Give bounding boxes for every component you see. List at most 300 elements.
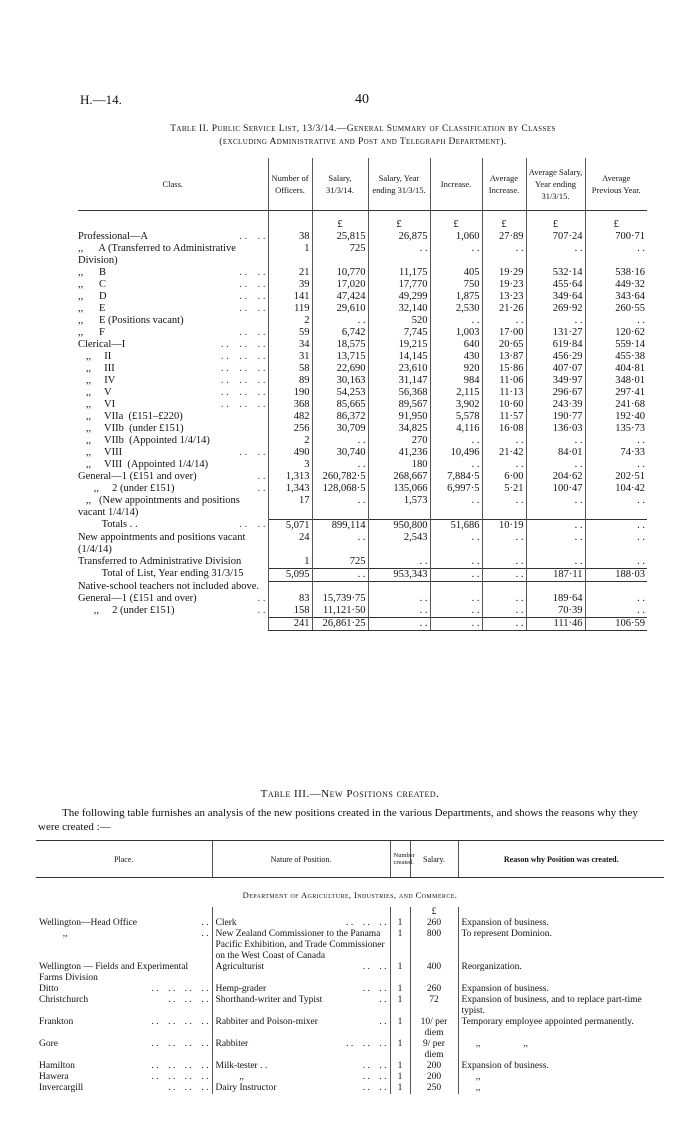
value-cell: . . bbox=[312, 495, 368, 519]
value-cell: 180 bbox=[368, 459, 430, 471]
table2-row bbox=[78, 411, 647, 423]
value-cell: 56,368 bbox=[368, 387, 430, 399]
place-cell bbox=[36, 1072, 212, 1083]
leader-dots: . . bbox=[379, 995, 387, 1005]
value-cell: 21·42 bbox=[482, 447, 526, 459]
value-cell: . . bbox=[368, 605, 430, 618]
table2-row bbox=[78, 279, 647, 291]
table3-header-row bbox=[36, 841, 664, 878]
value-cell: 11·06 bbox=[482, 375, 526, 387]
value-cell: . . bbox=[585, 243, 647, 267]
row-label-text: ,, IV bbox=[78, 375, 116, 386]
value-cell bbox=[526, 581, 585, 593]
value-cell: 297·41 bbox=[585, 387, 647, 399]
value-cell: 950,800 bbox=[368, 519, 430, 532]
value-cell: 26,875 bbox=[368, 231, 430, 243]
value-cell: 189·64 bbox=[526, 593, 585, 605]
leader-dots: . . . . . . bbox=[220, 351, 266, 362]
value-cell: 725 bbox=[312, 243, 368, 267]
unit-cell: £ bbox=[312, 211, 368, 232]
value-cell: . . bbox=[482, 459, 526, 471]
value-cell: 34 bbox=[268, 339, 312, 351]
table2-row bbox=[78, 605, 647, 618]
value-cell: 1,343 bbox=[268, 483, 312, 495]
value-cell: 270 bbox=[368, 435, 430, 447]
value-cell: 920 bbox=[430, 363, 482, 375]
page-reference: H.—14. bbox=[80, 92, 122, 107]
number-cell: 1 bbox=[390, 918, 410, 929]
unit-cell bbox=[78, 211, 268, 232]
value-cell: 20·65 bbox=[482, 339, 526, 351]
table2-classification bbox=[78, 158, 647, 631]
row-label bbox=[78, 327, 268, 339]
table2-row bbox=[78, 387, 647, 399]
leader-dots: . . bbox=[257, 483, 266, 494]
value-cell: . . bbox=[482, 495, 526, 519]
row-label bbox=[78, 351, 268, 363]
leader-dots: . . . . bbox=[239, 519, 266, 530]
value-cell: 47,424 bbox=[312, 291, 368, 303]
place-cell bbox=[36, 1039, 212, 1061]
value-cell: 54,253 bbox=[312, 387, 368, 399]
value-cell: 269·92 bbox=[526, 303, 585, 315]
value-cell: . . bbox=[585, 605, 647, 618]
value-cell: . . bbox=[585, 556, 647, 569]
value-cell: 59 bbox=[268, 327, 312, 339]
value-cell: 15,739·75 bbox=[312, 593, 368, 605]
place-cell bbox=[36, 1061, 212, 1072]
value-cell: 21 bbox=[268, 267, 312, 279]
value-cell: 187·11 bbox=[526, 568, 585, 581]
value-cell: 10·60 bbox=[482, 399, 526, 411]
table3-row bbox=[36, 984, 664, 995]
value-cell: . . bbox=[430, 243, 482, 267]
table2-caption-line2: (excluding Administrative and Post and Telegraph Department). bbox=[219, 137, 507, 147]
table2-row bbox=[78, 581, 647, 593]
nature-text: New Zealand Commissioner to the Panama Pacific Exhibition, and Trade Commissioner on the West Coast of Canada bbox=[215, 929, 388, 961]
leader-dots: . . . . . . bbox=[168, 1083, 209, 1093]
leader-dots: . . . . bbox=[362, 1061, 387, 1071]
row-label-text: ,, VIIb (under £151) bbox=[78, 423, 184, 434]
table2-row bbox=[78, 459, 647, 471]
leader-dots: . . . . bbox=[362, 1083, 387, 1093]
value-cell: 5·21 bbox=[482, 483, 526, 495]
table2-row bbox=[78, 618, 647, 631]
value-cell: 30,740 bbox=[312, 447, 368, 459]
value-cell: 30,709 bbox=[312, 423, 368, 435]
value-cell: . . bbox=[526, 459, 585, 471]
value-cell: 241 bbox=[268, 618, 312, 631]
value-cell: 131·27 bbox=[526, 327, 585, 339]
leader-dots: . . . . . . . . bbox=[151, 1072, 209, 1082]
col-salary-14: Salary, 31/3/14. bbox=[312, 158, 368, 211]
value-cell: 1,573 bbox=[368, 495, 430, 519]
table2-row bbox=[78, 351, 647, 363]
value-cell: 11·13 bbox=[482, 387, 526, 399]
row-label-text: ,, III bbox=[78, 363, 115, 374]
place-text: Wellington — Fields and Experimental Farms Division bbox=[39, 962, 191, 983]
number-cell: 1 bbox=[390, 929, 410, 962]
col-salary: Salary. bbox=[410, 841, 458, 878]
value-cell: 27·89 bbox=[482, 231, 526, 243]
value-cell: 953,343 bbox=[368, 568, 430, 581]
page-number: 40 bbox=[355, 92, 369, 107]
value-cell: . . bbox=[430, 556, 482, 569]
table2-row bbox=[78, 267, 647, 279]
value-cell: 1,313 bbox=[268, 471, 312, 483]
value-cell: 984 bbox=[430, 375, 482, 387]
nature-cell bbox=[212, 929, 390, 962]
col-number: Number created. bbox=[390, 841, 410, 878]
row-label-text: ,, (New appointments and positions vacant 1/4/14) bbox=[78, 495, 243, 518]
value-cell: 5,071 bbox=[268, 519, 312, 532]
value-cell: 241·68 bbox=[585, 399, 647, 411]
row-label-text: ,, A (Transferred to Administrative Division) bbox=[78, 243, 239, 266]
value-cell: . . bbox=[312, 315, 368, 327]
col-class: Class. bbox=[78, 158, 268, 211]
value-cell: . . bbox=[312, 435, 368, 447]
unit-cell bbox=[390, 907, 410, 918]
value-cell: 3 bbox=[268, 459, 312, 471]
table2-row bbox=[78, 495, 647, 519]
place-text: Wellington—Head Office bbox=[39, 918, 137, 928]
value-cell: 407·07 bbox=[526, 363, 585, 375]
salary-cell: 260 bbox=[410, 918, 458, 929]
row-label bbox=[78, 291, 268, 303]
value-cell: . . bbox=[585, 315, 647, 327]
value-cell: 455·38 bbox=[585, 351, 647, 363]
leader-dots: . . . . . . bbox=[168, 995, 209, 1005]
row-label bbox=[78, 279, 268, 291]
nature-text: Rabbiter and Poison-mixer bbox=[215, 1017, 318, 1027]
value-cell: . . bbox=[526, 495, 585, 519]
page-header bbox=[80, 92, 640, 108]
value-cell: . . bbox=[482, 618, 526, 631]
value-cell: 41,236 bbox=[368, 447, 430, 459]
value-cell: 86,372 bbox=[312, 411, 368, 423]
row-label bbox=[78, 471, 268, 483]
value-cell: 104·42 bbox=[585, 483, 647, 495]
leader-dots: . . . . . . bbox=[220, 375, 266, 386]
unit-cell: £ bbox=[482, 211, 526, 232]
value-cell: . . bbox=[368, 618, 430, 631]
col-reason: Reason why Position was created. bbox=[458, 841, 664, 878]
value-cell: 260·55 bbox=[585, 303, 647, 315]
value-cell: . . bbox=[430, 593, 482, 605]
table3-row bbox=[36, 1072, 664, 1083]
leader-dots: . . bbox=[257, 605, 266, 616]
value-cell: 84·01 bbox=[526, 447, 585, 459]
value-cell: . . bbox=[526, 315, 585, 327]
value-cell: 1,060 bbox=[430, 231, 482, 243]
row-label bbox=[78, 568, 268, 581]
salary-cell: 72 bbox=[410, 995, 458, 1017]
value-cell: 32,140 bbox=[368, 303, 430, 315]
row-label-text: ,, VIII (Appointed 1/4/14) bbox=[78, 459, 209, 470]
value-cell: 128,068·5 bbox=[312, 483, 368, 495]
value-cell: 49,299 bbox=[368, 291, 430, 303]
table2-row bbox=[78, 375, 647, 387]
row-label-text: New appointments and positions vacant (1/4/14) bbox=[78, 531, 249, 555]
row-label-text: ,, 2 (under £151) bbox=[78, 483, 175, 494]
leader-dots: . . . . bbox=[239, 291, 266, 302]
value-cell: 11,175 bbox=[368, 267, 430, 279]
row-label-text: ,, V bbox=[78, 387, 112, 398]
row-label bbox=[78, 243, 268, 267]
place-cell bbox=[36, 1083, 212, 1094]
unit-cell bbox=[36, 907, 212, 918]
row-label bbox=[78, 581, 268, 593]
value-cell: 296·67 bbox=[526, 387, 585, 399]
value-cell: 85,665 bbox=[312, 399, 368, 411]
value-cell: 5,578 bbox=[430, 411, 482, 423]
table2-row bbox=[78, 447, 647, 459]
table2-row bbox=[78, 471, 647, 483]
value-cell: . . bbox=[482, 243, 526, 267]
unit-cell: £ bbox=[526, 211, 585, 232]
value-cell: 707·24 bbox=[526, 231, 585, 243]
value-cell: . . bbox=[526, 556, 585, 569]
value-cell: 7,745 bbox=[368, 327, 430, 339]
value-cell: 24 bbox=[268, 532, 312, 556]
table2-header-row bbox=[78, 158, 647, 211]
leader-dots: . . . . bbox=[239, 279, 266, 290]
unit-cell bbox=[268, 211, 312, 232]
nature-text: Clerk bbox=[215, 918, 237, 928]
salary-cell: 200 bbox=[410, 1061, 458, 1072]
value-cell: 2,530 bbox=[430, 303, 482, 315]
value-cell: . . bbox=[368, 593, 430, 605]
row-label-text: ,, VIII bbox=[78, 447, 123, 458]
value-cell: 141 bbox=[268, 291, 312, 303]
nature-text: Shorthand-writer and Typist bbox=[215, 995, 323, 1005]
place-cell bbox=[36, 1017, 212, 1039]
row-label bbox=[78, 423, 268, 435]
table3-row bbox=[36, 918, 664, 929]
value-cell: 538·16 bbox=[585, 267, 647, 279]
value-cell: 268,667 bbox=[368, 471, 430, 483]
value-cell: . . bbox=[585, 532, 647, 556]
leader-dots: . . . . bbox=[362, 962, 387, 972]
row-label bbox=[78, 532, 268, 556]
value-cell: . . bbox=[368, 556, 430, 569]
leader-dots: . . bbox=[257, 471, 266, 482]
row-label bbox=[78, 339, 268, 351]
row-label bbox=[78, 303, 268, 315]
salary-cell: 200 bbox=[410, 1072, 458, 1083]
row-label-text: ,, II bbox=[78, 351, 112, 362]
value-cell: 1 bbox=[268, 556, 312, 569]
value-cell: 135·73 bbox=[585, 423, 647, 435]
value-cell: 58 bbox=[268, 363, 312, 375]
value-cell: 158 bbox=[268, 605, 312, 618]
table2-row bbox=[78, 399, 647, 411]
salary-cell: 9/ per diem bbox=[410, 1039, 458, 1061]
table2-row bbox=[78, 243, 647, 267]
value-cell: 6,997·5 bbox=[430, 483, 482, 495]
value-cell: . . bbox=[430, 568, 482, 581]
value-cell: 2,543 bbox=[368, 532, 430, 556]
value-cell: . . bbox=[482, 532, 526, 556]
value-cell: . . bbox=[312, 568, 368, 581]
table2-caption-line1: Table II. Public Service List, 13/3/14.—General Summary of Classification by Classes bbox=[170, 124, 556, 134]
table3-row bbox=[36, 1039, 664, 1061]
row-label-text: ,, VIIa (£151–£220) bbox=[78, 411, 183, 422]
value-cell: 192·40 bbox=[585, 411, 647, 423]
row-label-text: ,, VI bbox=[78, 399, 116, 410]
row-label bbox=[78, 435, 268, 447]
value-cell: 26,861·25 bbox=[312, 618, 368, 631]
value-cell: . . bbox=[430, 618, 482, 631]
value-cell: 456·29 bbox=[526, 351, 585, 363]
reason-cell: ,, ,, bbox=[458, 1039, 664, 1061]
row-label bbox=[78, 267, 268, 279]
value-cell: . . bbox=[482, 593, 526, 605]
value-cell: 190 bbox=[268, 387, 312, 399]
table3-title: Table III.—New Positions created. bbox=[260, 788, 440, 800]
value-cell: 19·29 bbox=[482, 267, 526, 279]
table2-row bbox=[78, 435, 647, 447]
value-cell: 190·77 bbox=[526, 411, 585, 423]
value-cell: 2 bbox=[268, 315, 312, 327]
value-cell: 22,690 bbox=[312, 363, 368, 375]
table2-row bbox=[78, 423, 647, 435]
row-label-text: ,, E bbox=[78, 303, 106, 314]
nature-cell bbox=[212, 918, 390, 929]
place-text: Invercargill bbox=[39, 1083, 84, 1093]
value-cell: 449·32 bbox=[585, 279, 647, 291]
value-cell: 19·23 bbox=[482, 279, 526, 291]
row-label bbox=[78, 618, 268, 631]
value-cell: 39 bbox=[268, 279, 312, 291]
value-cell: 6·00 bbox=[482, 471, 526, 483]
row-label-text: General—1 (£151 and over) bbox=[78, 593, 197, 604]
reason-cell: Expansion of business. bbox=[458, 918, 664, 929]
row-label bbox=[78, 387, 268, 399]
number-cell: 1 bbox=[390, 1061, 410, 1072]
table3-intro: The following table furnishes an analysis of the new positions created in the various Departments, and shows the reasons why they were created :— bbox=[38, 807, 638, 833]
value-cell: 2 bbox=[268, 435, 312, 447]
value-cell: 349·97 bbox=[526, 375, 585, 387]
value-cell: 3,902 bbox=[430, 399, 482, 411]
reason-cell: Temporary employee appointed permanently. bbox=[458, 1017, 664, 1039]
unit-cell: £ bbox=[430, 211, 482, 232]
value-cell: . . bbox=[482, 315, 526, 327]
value-cell: 532·14 bbox=[526, 267, 585, 279]
nature-text: ,, bbox=[215, 1072, 244, 1082]
salary-cell: 10/ per diem bbox=[410, 1017, 458, 1039]
table2-unit-row bbox=[78, 211, 647, 232]
row-label-text: Professional—A bbox=[78, 231, 148, 242]
value-cell: 204·62 bbox=[526, 471, 585, 483]
place-cell bbox=[36, 918, 212, 929]
nature-cell bbox=[212, 1017, 390, 1039]
value-cell: 38 bbox=[268, 231, 312, 243]
leader-dots: . . . . . . bbox=[346, 1039, 387, 1049]
leader-dots: . . bbox=[201, 918, 209, 928]
value-cell: 202·51 bbox=[585, 471, 647, 483]
value-cell: 559·14 bbox=[585, 339, 647, 351]
place-text: Gore bbox=[39, 1039, 58, 1049]
reason-cell: ,, bbox=[458, 1072, 664, 1083]
value-cell: 490 bbox=[268, 447, 312, 459]
number-cell: 1 bbox=[390, 1083, 410, 1094]
row-label bbox=[78, 556, 268, 569]
value-cell: 368 bbox=[268, 399, 312, 411]
table2-row bbox=[78, 556, 647, 569]
row-label-text: Transferred to Administrative Division bbox=[78, 555, 242, 567]
value-cell: 89 bbox=[268, 375, 312, 387]
table3-row bbox=[36, 962, 664, 984]
row-label bbox=[78, 459, 268, 471]
value-cell: 15·86 bbox=[482, 363, 526, 375]
value-cell: 10,496 bbox=[430, 447, 482, 459]
value-cell: 640 bbox=[430, 339, 482, 351]
value-cell: 31,147 bbox=[368, 375, 430, 387]
leader-dots: . . . . . . bbox=[220, 387, 266, 398]
place-cell bbox=[36, 962, 212, 984]
unit-cell bbox=[458, 907, 664, 918]
department-row bbox=[36, 878, 664, 908]
value-cell: 29,610 bbox=[312, 303, 368, 315]
place-text: Christchurch bbox=[39, 995, 89, 1005]
table2-row bbox=[78, 483, 647, 495]
leader-dots: . . . . bbox=[239, 231, 266, 242]
value-cell: 16·08 bbox=[482, 423, 526, 435]
value-cell: 260,782·5 bbox=[312, 471, 368, 483]
value-cell: 30,163 bbox=[312, 375, 368, 387]
table2-row bbox=[78, 315, 647, 327]
value-cell: . . bbox=[430, 459, 482, 471]
table2-row bbox=[78, 327, 647, 339]
row-label bbox=[78, 447, 268, 459]
value-cell: 106·59 bbox=[585, 618, 647, 631]
value-cell: 89,567 bbox=[368, 399, 430, 411]
row-label bbox=[78, 363, 268, 375]
value-cell: 10,770 bbox=[312, 267, 368, 279]
col-place: Place. bbox=[36, 841, 212, 878]
value-cell: 404·81 bbox=[585, 363, 647, 375]
leader-dots: . . . . bbox=[239, 303, 266, 314]
value-cell: 74·33 bbox=[585, 447, 647, 459]
value-cell: . . bbox=[312, 532, 368, 556]
leader-dots: . . . . . . bbox=[220, 339, 266, 350]
table3-row bbox=[36, 1017, 664, 1039]
value-cell bbox=[585, 581, 647, 593]
col-avg-previous: Average Previous Year. bbox=[585, 158, 647, 211]
row-label-text: General—1 (£151 and over) bbox=[78, 471, 197, 482]
value-cell: 34,825 bbox=[368, 423, 430, 435]
row-label bbox=[78, 375, 268, 387]
value-cell bbox=[312, 581, 368, 593]
salary-cell: 800 bbox=[410, 929, 458, 962]
value-cell: . . bbox=[430, 435, 482, 447]
value-cell: 10·19 bbox=[482, 519, 526, 532]
value-cell: . . bbox=[585, 593, 647, 605]
value-cell: . . bbox=[526, 243, 585, 267]
value-cell: . . bbox=[430, 605, 482, 618]
value-cell: . . bbox=[526, 435, 585, 447]
value-cell: . . bbox=[585, 519, 647, 532]
row-label bbox=[78, 593, 268, 605]
value-cell: . . bbox=[482, 605, 526, 618]
col-salary-15: Salary, Year ending 31/3/15. bbox=[368, 158, 430, 211]
nature-text: Agriculturist bbox=[215, 962, 265, 972]
value-cell: 750 bbox=[430, 279, 482, 291]
value-cell: 1,003 bbox=[430, 327, 482, 339]
col-avg-salary: Average Salary, Year ending 31/3/15. bbox=[526, 158, 585, 211]
value-cell: 256 bbox=[268, 423, 312, 435]
